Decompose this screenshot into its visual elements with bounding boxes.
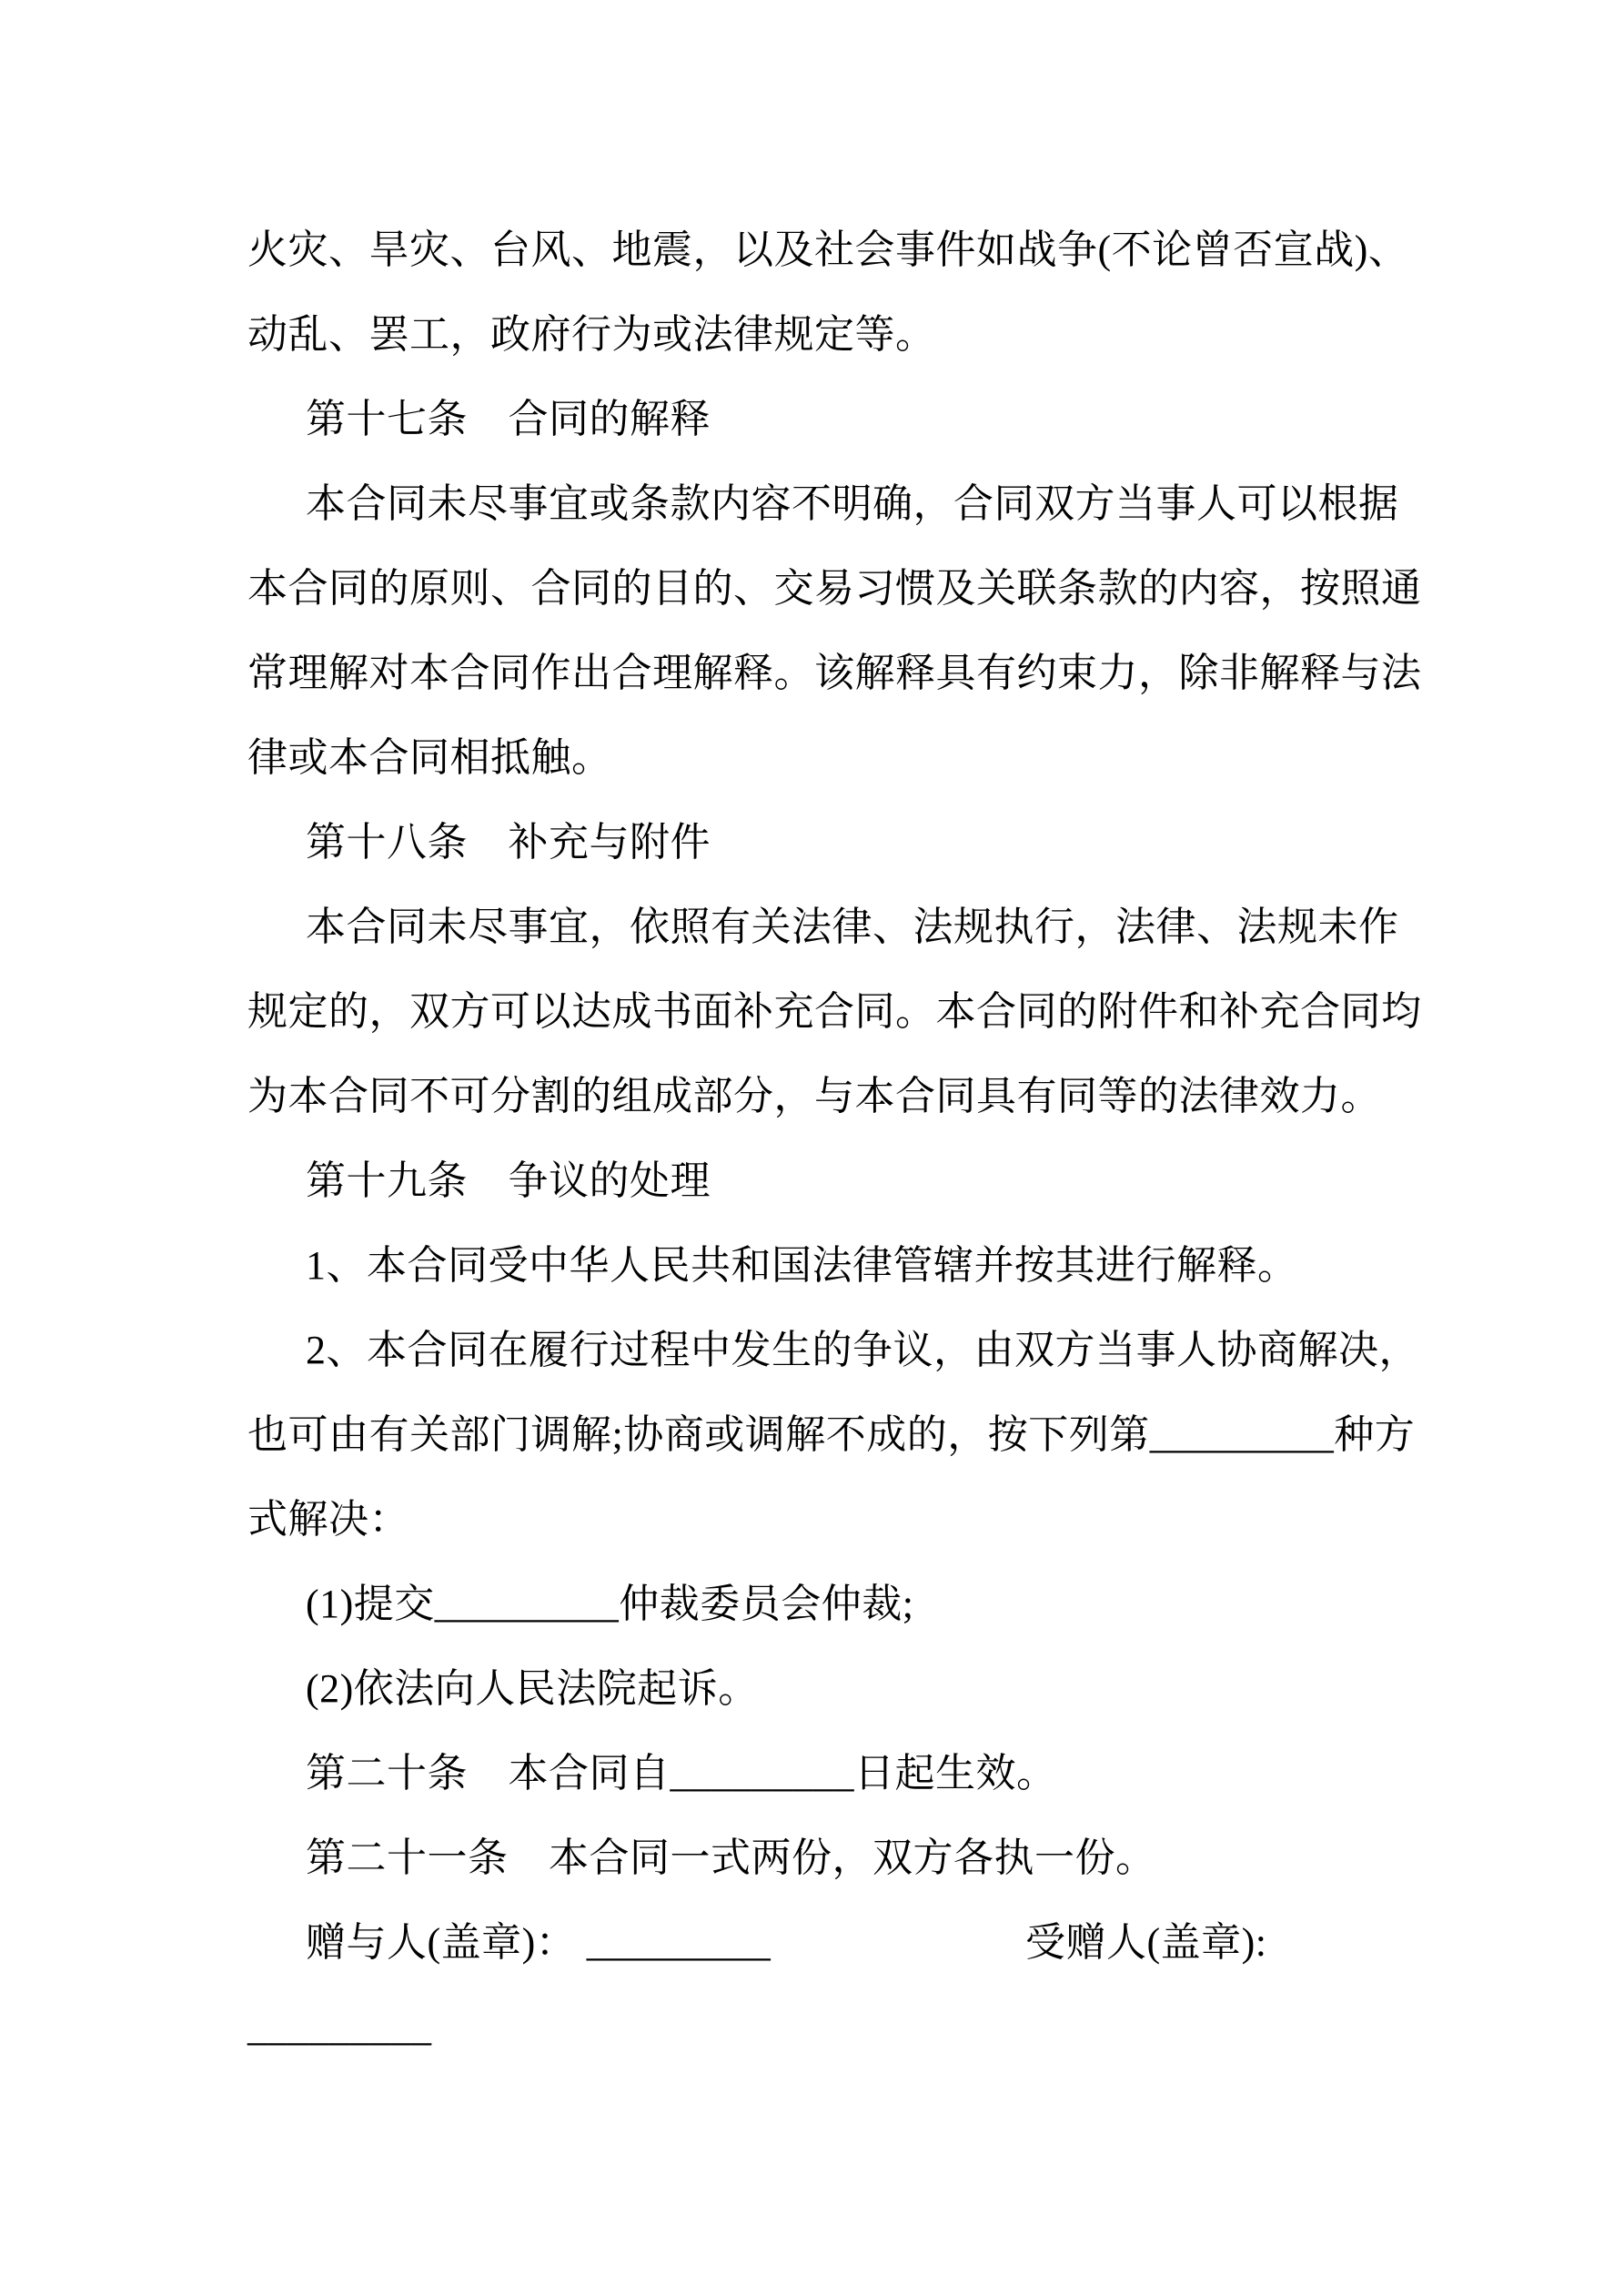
body-text-line: [247, 1223, 1415, 1308]
line-text: _________: [247, 2005, 432, 2049]
body-text-line: [247, 1308, 1419, 1392]
body-text-line: [247, 885, 1415, 969]
line-text: 律或本合同相抵触。: [247, 735, 612, 780]
line-text: (2)依法向人民法院起诉。: [306, 1666, 759, 1711]
body-text-line: [247, 207, 1415, 292]
line-text: 为本合同不可分割的组成部分，与本合同具有同等的法律效力。: [247, 1074, 1381, 1118]
line-text: 式解决：: [247, 1497, 409, 1542]
line-text: 第十九条 争议的处理: [306, 1158, 711, 1203]
line-text: 规定的，双方可以达成书面补充合同。本合同的附件和补充合同均: [247, 989, 1422, 1034]
line-text: 第二十条 本合同自_________日起生效。: [306, 1751, 1057, 1795]
line-text: 本合同的原则、合同的目的、交易习惯及关联条款的内容，按照通: [247, 566, 1422, 611]
body-text-line: [247, 292, 1415, 377]
line-text: 本合同未尽事宜，依照有关法律、法规执行，法律、法规未作: [306, 905, 1399, 949]
body-text-line: [247, 1054, 1415, 1138]
article-heading: [247, 1816, 1415, 1900]
body-text-line: [247, 1562, 1415, 1646]
line-text: (1)提交_________仲裁委员会仲裁;: [306, 1582, 914, 1626]
line-text: 第二十一条 本合同一式两份，双方各执一份。: [306, 1836, 1156, 1880]
article-heading: [247, 1731, 1415, 1816]
body-text-line: [247, 1392, 1415, 1477]
article-heading: [247, 377, 1415, 461]
line-text: 也可由有关部门调解;协商或调解不成的，按下列第_________种方: [247, 1412, 1416, 1457]
line-text: 动乱、罢工，政府行为或法律规定等。: [247, 312, 936, 357]
line-text: 第十八条 补充与附件: [306, 820, 711, 865]
donee-signature-label: 受赠人(盖章):: [1025, 1920, 1267, 1965]
article-heading: [247, 1138, 1415, 1223]
line-text: 火灾、旱灾、台风、地震，以及社会事件如战争(不论曾否宣战)、: [247, 228, 1409, 272]
body-text-line: [247, 1646, 1415, 1731]
signature-blank-line: [247, 1985, 1415, 2069]
article-heading: [247, 800, 1415, 885]
line-text: 2、本合同在履行过程中发生的争议，由双方当事人协商解决，: [306, 1328, 1419, 1372]
line-text: 1、本合同受中华人民共和国法律管辖并按其进行解释。: [306, 1243, 1298, 1288]
body-text-line: [247, 715, 1415, 800]
contract-text-block: [247, 207, 1422, 2069]
line-text: 第十七条 合同的解释: [306, 397, 711, 441]
body-text-line: [247, 969, 1422, 1054]
signature-row: [247, 1900, 1415, 1985]
body-text-line: [247, 1477, 1415, 1562]
body-text-line: [247, 631, 1422, 715]
line-text: 常理解对本合同作出合理解释。该解释具有约束力，除非解释与法: [247, 651, 1422, 695]
line-text: 本合同未尽事宜或条款内容不明确，合同双方当事人可以根据: [306, 481, 1399, 526]
donor-signature-label: 赠与人(盖章)： _________: [306, 1920, 772, 1965]
body-text-line: [247, 546, 1422, 631]
body-text-line: [247, 461, 1415, 546]
